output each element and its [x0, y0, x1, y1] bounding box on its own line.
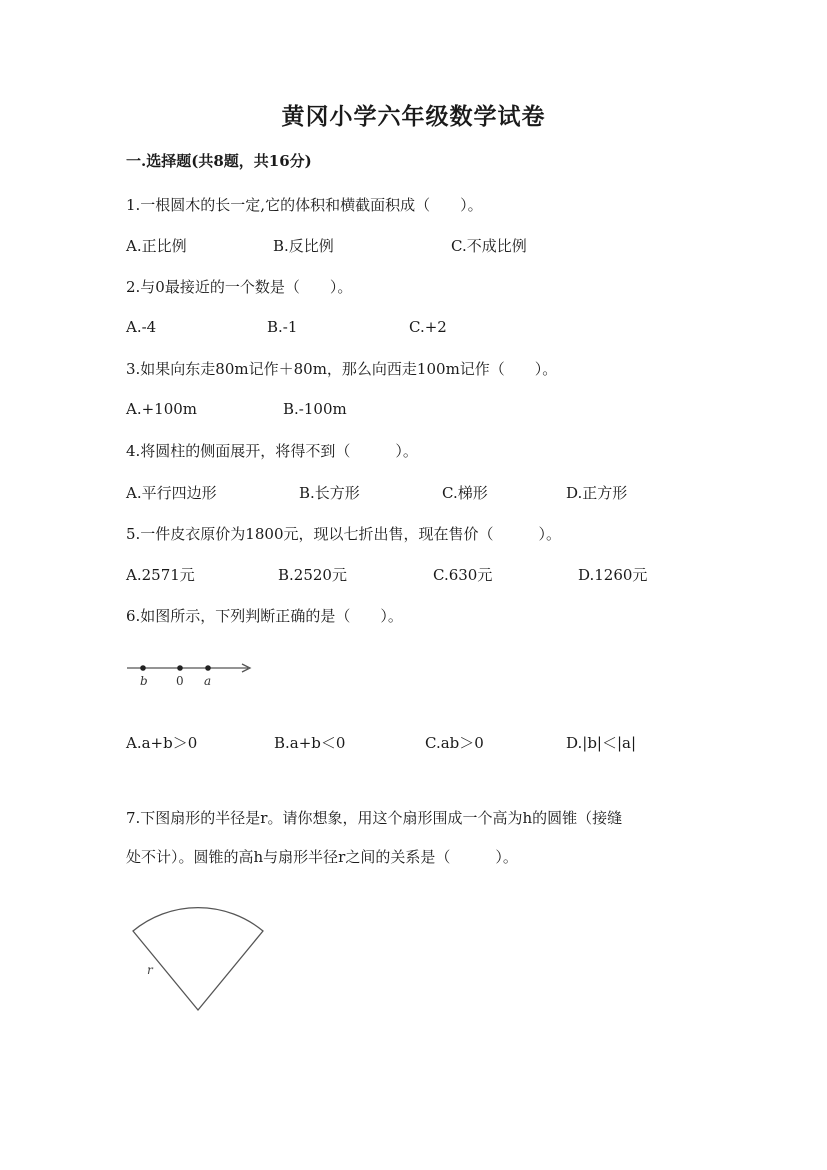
- q5-option-b[interactable]: B.2520元: [278, 566, 347, 584]
- question-1: 1.一根圆木的长一定,它的体积和横截面积成（ ）。: [126, 196, 483, 214]
- q6-option-a[interactable]: A.a+b＞0: [126, 734, 198, 752]
- sector-radius-label: r: [147, 963, 153, 977]
- q6-option-d[interactable]: D.|b|＜|a|: [566, 734, 637, 752]
- q4-option-a[interactable]: A.平行四边形: [126, 484, 217, 502]
- sector-shape: [133, 908, 263, 1010]
- q1-option-c[interactable]: C.不成比例: [451, 237, 527, 255]
- q2-option-c[interactable]: C.+2: [409, 318, 447, 336]
- point-0: [177, 665, 183, 671]
- q6-option-b[interactable]: B.a+b＜0: [274, 734, 346, 752]
- page-title: 黄冈小学六年级数学试卷: [281, 103, 546, 130]
- q3-option-a[interactable]: A.+100m: [126, 400, 198, 418]
- q5-option-c[interactable]: C.630元: [433, 566, 493, 584]
- point-b: [140, 665, 146, 671]
- sector-figure: [125, 900, 275, 1020]
- point-a: [205, 665, 211, 671]
- question-5: 5.一件皮衣原价为1800元，现以七折出售，现在售价（ ）。: [126, 525, 561, 543]
- question-7: [126, 799, 696, 877]
- question-2: 2.与0最接近的一个数是（ ）。: [126, 278, 353, 296]
- q4-option-c[interactable]: C.梯形: [442, 484, 488, 502]
- q5-option-a[interactable]: A.2571元: [126, 566, 195, 584]
- number-line-figure: [120, 652, 260, 692]
- q2-option-b[interactable]: B.-1: [267, 318, 298, 336]
- q3-option-b[interactable]: B.-100m: [283, 400, 347, 418]
- question-7-line-1: 7.下图扇形的半径是r。请你想象，用这个扇形围成一个高为h的圆锥（接缝: [126, 809, 623, 827]
- label-b: b: [140, 674, 148, 688]
- q4-option-b[interactable]: B.长方形: [299, 484, 360, 502]
- q4-option-d[interactable]: D.正方形: [566, 484, 628, 502]
- question-4: 4.将圆柱的侧面展开，将得不到（ ）。: [126, 442, 418, 460]
- q2-option-a[interactable]: A.-4: [126, 318, 157, 336]
- label-a: a: [204, 674, 212, 688]
- q1-option-a[interactable]: A.正比例: [126, 237, 187, 255]
- question-7-line-2: 处不计）。圆锥的高h与扇形半径r之间的关系是（ ）。: [126, 848, 518, 866]
- section-heading: 一.选择题(共8题，共16分): [126, 152, 312, 170]
- label-0: 0: [176, 674, 184, 688]
- question-6: 6.如图所示，下列判断正确的是（ ）。: [126, 607, 403, 625]
- q6-option-c[interactable]: C.ab＞0: [425, 734, 484, 752]
- question-3: 3.如果向东走80m记作＋80m，那么向西走100m记作（ ）。: [126, 360, 558, 378]
- q5-option-d[interactable]: D.1260元: [578, 566, 648, 584]
- q1-option-b[interactable]: B.反比例: [273, 237, 334, 255]
